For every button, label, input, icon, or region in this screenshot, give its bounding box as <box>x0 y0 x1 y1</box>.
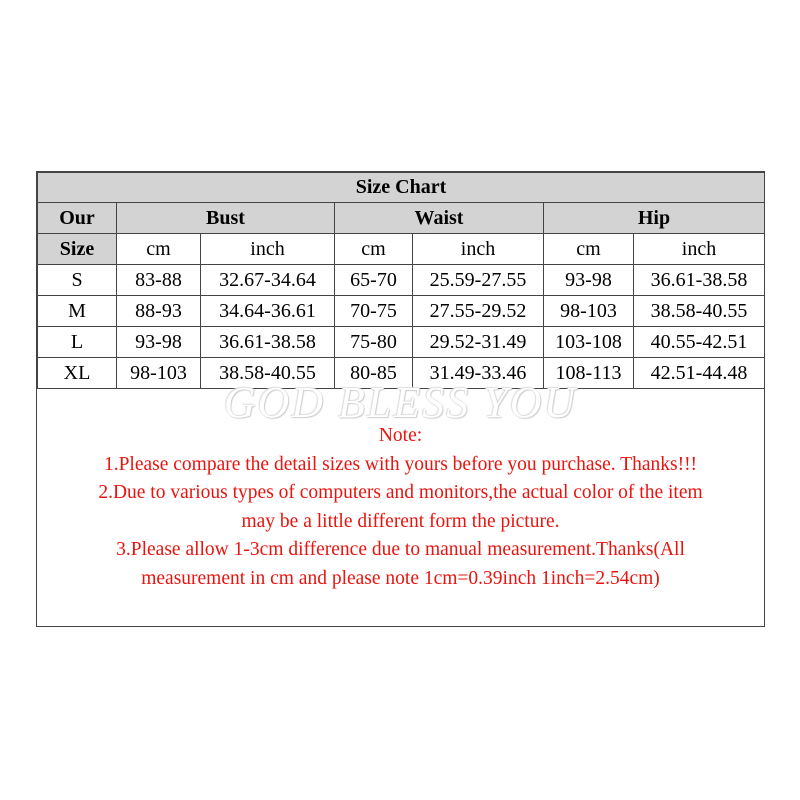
notes-section <box>37 422 764 593</box>
size-chart <box>36 171 765 627</box>
waist-inch-cell: 29.52-31.49 <box>413 327 544 358</box>
size-header-top: Our <box>38 203 117 234</box>
bust-inch-cell: 32.67-34.64 <box>201 265 335 296</box>
hip-cm-cell: 98-103 <box>544 296 634 327</box>
note-line: 3.Please allow 1-3cm difference due to manual measurement.Thanks(All <box>116 539 685 560</box>
size-cell: M <box>38 296 117 327</box>
hip-inch-cell: 38.58-40.55 <box>634 296 765 327</box>
size-table <box>37 172 765 389</box>
unit-label: cm <box>544 234 634 265</box>
bust-header: Bust <box>117 203 335 234</box>
note-heading: Note: <box>378 425 423 446</box>
note-line: 2.Due to various types of computers and monitors,the actual color of the item <box>98 482 703 503</box>
table-row <box>38 265 765 296</box>
waist-cm-cell: 65-70 <box>335 265 413 296</box>
bust-cm-cell: 88-93 <box>117 296 201 327</box>
unit-label: inch <box>201 234 335 265</box>
hip-cm-cell: 103-108 <box>544 327 634 358</box>
unit-label: cm <box>335 234 413 265</box>
bust-cm-cell: 93-98 <box>117 327 201 358</box>
unit-label: inch <box>413 234 544 265</box>
size-cell: XL <box>38 358 117 389</box>
waist-inch-cell: 27.55-29.52 <box>413 296 544 327</box>
note-line: measurement in cm and please note 1cm=0.39inch 1inch=2.54cm) <box>141 567 660 589</box>
hip-cm-cell: 108-113 <box>544 358 634 389</box>
unit-label: inch <box>634 234 765 265</box>
waist-cm-cell: 80-85 <box>335 358 413 389</box>
hip-inch-cell: 36.61-38.58 <box>634 265 765 296</box>
hip-inch-cell: 42.51-44.48 <box>634 358 765 389</box>
hip-inch-cell: 40.55-42.51 <box>634 327 765 358</box>
size-cell: L <box>38 327 117 358</box>
waist-cm-cell: 70-75 <box>335 296 413 327</box>
unit-label: cm <box>117 234 201 265</box>
bust-inch-cell: 38.58-40.55 <box>201 358 335 389</box>
size-header-bottom: Size <box>38 234 117 265</box>
note-line: 1.Please compare the detail sizes with yours before you purchase. Thanks!!! <box>103 453 698 475</box>
waist-inch-cell: 25.59-27.55 <box>413 265 544 296</box>
table-row <box>38 327 765 358</box>
table-title: Size Chart <box>38 173 765 203</box>
bust-cm-cell: 98-103 <box>117 358 201 389</box>
size-cell: S <box>38 265 117 296</box>
waist-inch-cell: 31.49-33.46 <box>413 358 544 389</box>
watermark-text: GOD BLESS YOU <box>223 378 578 427</box>
hip-header: Hip <box>544 203 765 234</box>
hip-cm-cell: 93-98 <box>544 265 634 296</box>
waist-cm-cell: 75-80 <box>335 327 413 358</box>
table-row <box>38 296 765 327</box>
note-line: may be a little different form the picture. <box>241 510 560 532</box>
waist-header: Waist <box>335 203 544 234</box>
bust-inch-cell: 34.64-36.61 <box>201 296 335 327</box>
bust-inch-cell: 36.61-38.58 <box>201 327 335 358</box>
bust-cm-cell: 83-88 <box>117 265 201 296</box>
